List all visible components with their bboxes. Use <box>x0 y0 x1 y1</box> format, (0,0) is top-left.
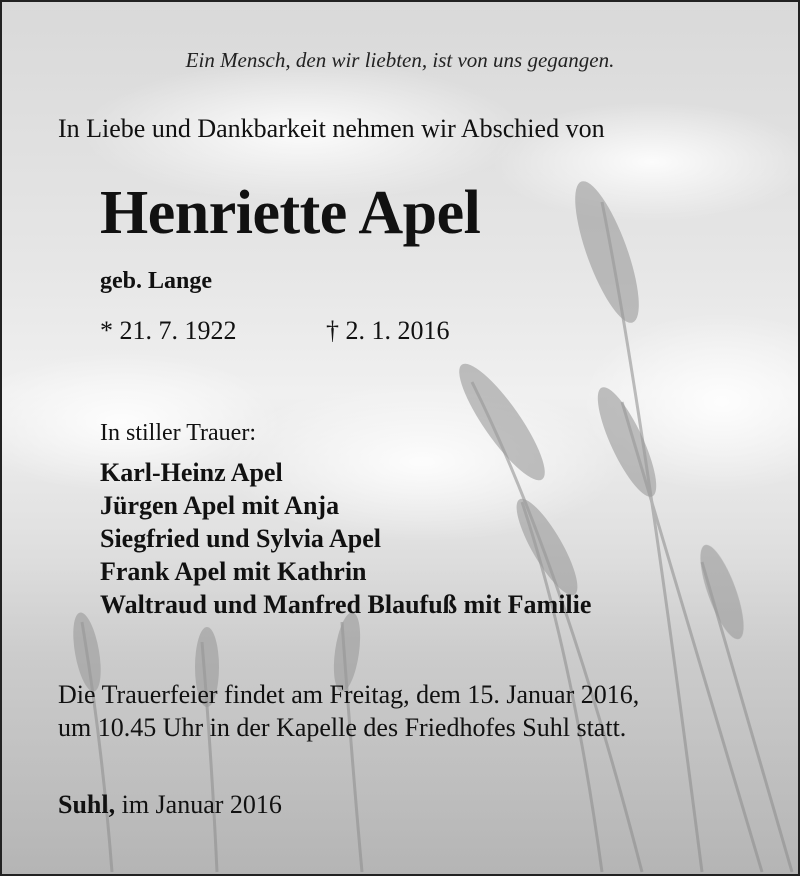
motto-line: Ein Mensch, den wir liebten, ist von uns gegangen. <box>185 48 615 72</box>
mourner-name: Jürgen Apel mit Anja <box>100 491 340 520</box>
closing-place: Suhl, <box>58 790 116 819</box>
mourner-name: Waltraud und Manfred Blaufuß mit Familie <box>100 590 592 619</box>
mourning-label: In stiller Trauer: <box>100 420 256 446</box>
death-date: † 2. 1. 2016 <box>326 316 450 345</box>
mourner-name: Frank Apel mit Kathrin <box>100 557 367 586</box>
closing-line <box>58 790 282 820</box>
funeral-service-line-2: um 10.45 Uhr in der Kapelle des Friedhofes Suhl statt. <box>58 713 627 742</box>
farewell-intro: In Liebe und Dankbarkeit nehmen wir Abschied von <box>58 114 605 143</box>
funeral-service-line-1: Die Trauerfeier findet am Freitag, dem 15. Januar 2016, <box>58 680 640 709</box>
mourners-list <box>100 456 591 621</box>
deceased-name: Henriette Apel <box>100 179 481 247</box>
closing-date: im Januar 2016 <box>115 790 282 819</box>
birth-date: * 21. 7. 1922 <box>100 316 237 345</box>
mourner-name: Karl-Heinz Apel <box>100 458 283 487</box>
mourner-name: Siegfried und Sylvia Apel <box>100 524 381 553</box>
maiden-name: geb. Lange <box>100 268 213 294</box>
